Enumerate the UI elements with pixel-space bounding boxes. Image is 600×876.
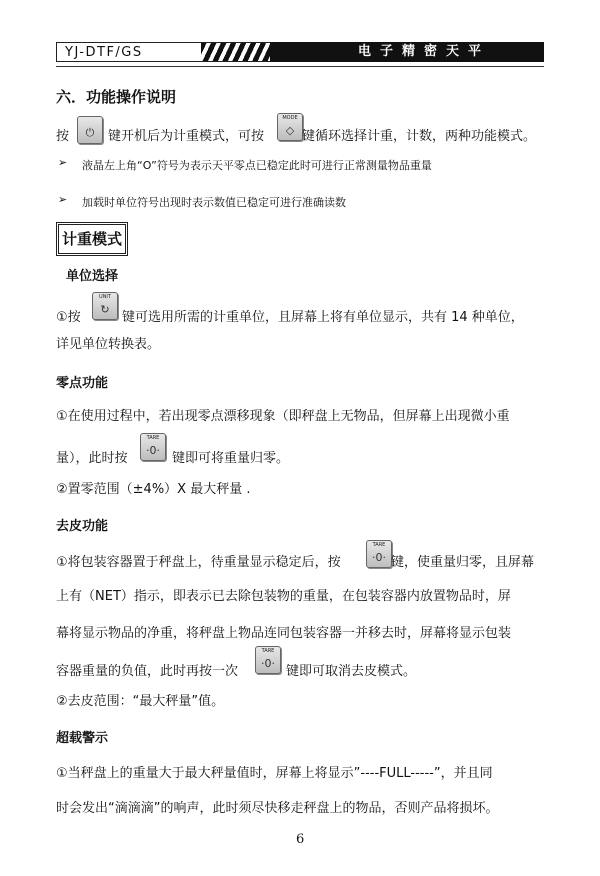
tare-line1-a: ①将包装容器置于秤盘上，待重量显示稳定后，按 [56, 555, 341, 570]
intro-text-b: 键开机后为计重模式，可按 [108, 129, 265, 144]
tare-key-cap: TARE [261, 648, 275, 654]
tare-key-cap: TARE [372, 542, 386, 548]
tare-line1-b: 键，使重量归零，且屏幕 [391, 555, 535, 570]
unit-key-cap: UNIT [99, 294, 111, 300]
zero-line1: ①在使用过程中，若出现零点漂移现象（即秤盘上无物品，但屏幕上出现微小重 [56, 409, 510, 424]
section-title: 六．功能操作说明 [56, 88, 177, 106]
tare-key-glyph: ·0· [146, 444, 160, 457]
weighing-mode-title: 计重模式 [58, 224, 126, 254]
tare-line4-b: 键即可取消去皮模式。 [286, 664, 417, 679]
header-rule [56, 66, 544, 67]
header-stripes [201, 42, 271, 62]
header-title: 电子精密天平 [270, 42, 544, 62]
zero-line2-b: 键即可将重量归零。 [172, 451, 290, 466]
tare-title: 去皮功能 [56, 519, 109, 534]
tare-key-glyph: ·0· [372, 551, 386, 564]
unit-line1-a: ①按 [56, 310, 81, 325]
bullet-marker-2: ➢ [58, 193, 68, 206]
unit-key-glyph: ↻ [100, 303, 110, 316]
tare-key-glyph: ·0· [261, 657, 275, 670]
unit-line2: 详见单位转换表。 [56, 337, 161, 352]
intro-text-a: 按 [56, 129, 70, 144]
unit-line1-b: 键可选用所需的计重单位，且屏幕上将有单位显示，共有 14 种单位， [122, 310, 524, 325]
mode-key-glyph: ◇ [285, 124, 295, 137]
mode-key-icon [277, 113, 303, 141]
power-key-icon [77, 116, 103, 144]
tare-key-icon [255, 646, 281, 674]
tare-line3: 幕将显示物品的净重，将秤盘上物品连同包装容器一并移去时，屏幕将显示包装 [56, 626, 512, 641]
intro-text-c: 键循环选择计重，计数，两种功能模式。 [302, 129, 537, 144]
bullet-text-2: 加载时单位符号出现时表示数值已稳定可进行准确读数 [82, 196, 346, 209]
bullet-marker-1: ➢ [58, 156, 68, 169]
bullet-text-1: 液晶左上角“O”符号为表示天平零点已稳定此时可进行正常测量物品重量 [82, 159, 432, 172]
page-header [56, 42, 544, 64]
mode-key-cap: MODE [282, 115, 298, 121]
overload-line1: ①当秤盘上的重量大于最大秤量值时，屏幕上将显示”----FULL-----”，并且同 [56, 766, 493, 781]
power-key-glyph: ⏻ [85, 126, 95, 139]
tare-key-icon [140, 433, 166, 461]
tare-line4-a: 容器重量的负值，此时再按一次 [56, 664, 239, 679]
tare-key-cap: TARE [146, 435, 160, 441]
zero-title: 零点功能 [56, 376, 109, 391]
page-number: 6 [296, 832, 305, 847]
tare-line5: ②去皮范围：“最大秤量”值。 [56, 694, 225, 709]
zero-line3: ②置零范围（±4%）X 最大秤量 . [56, 482, 251, 497]
tare-key-icon [366, 540, 392, 568]
overload-title: 超载警示 [56, 731, 109, 746]
tare-line2: 上有（NET）指示，即表示已去除包装物的重量，在包装容器内放置物品时，屏 [56, 589, 511, 604]
unit-key-icon [92, 292, 118, 320]
unit-select-title: 单位选择 [66, 269, 119, 284]
overload-line2: 时会发出“滴滴滴”的响声，此时须尽快移走秤盘上的物品，否则产品将损坏。 [56, 801, 499, 816]
zero-line2-a: 量），此时按 [56, 451, 128, 466]
model-label: YJ-DTF/GS [56, 42, 201, 62]
